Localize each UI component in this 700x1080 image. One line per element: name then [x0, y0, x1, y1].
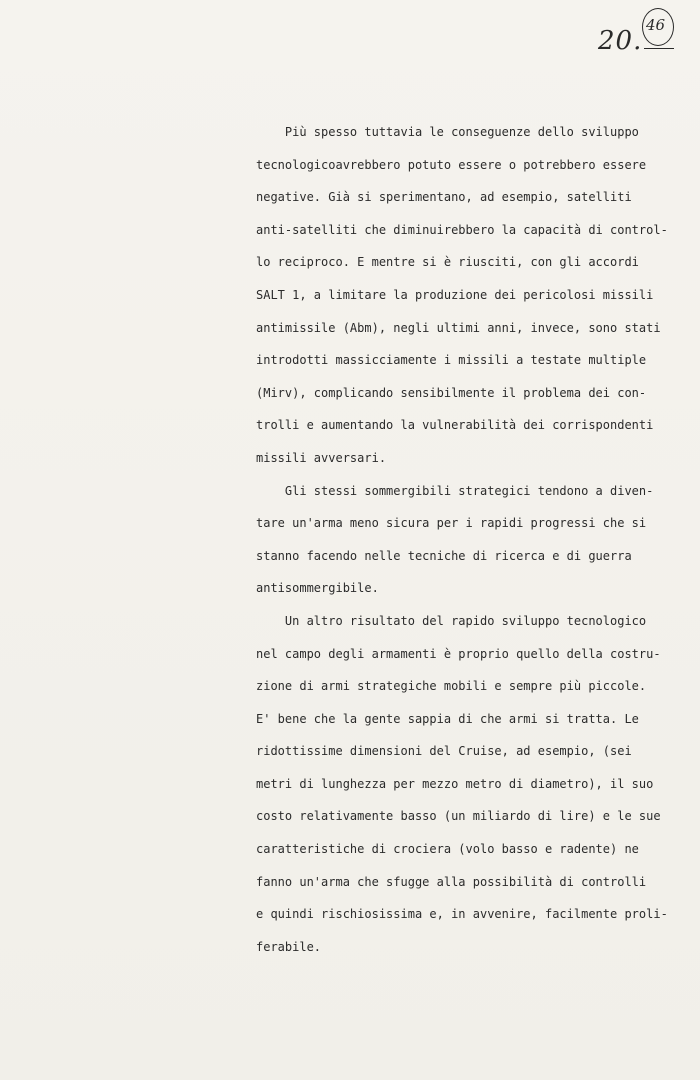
text-line: caratteristiche di crociera (volo basso e radente) ne: [256, 842, 639, 857]
paragraph: [256, 605, 668, 964]
text-line: costo relativamente basso (un miliardo di lire) e le sue: [256, 809, 661, 824]
text-line: introdotti massicciamente i missili a testate multiple: [256, 353, 647, 368]
text-line: antisommergibile.: [256, 581, 379, 596]
text-line: ridottissime dimensioni del Cruise, ad esempio, (sei: [256, 744, 632, 759]
text-line: SALT 1, a limitare la produzione dei pericolosi missili: [256, 287, 654, 302]
text-line: missili avversari.: [256, 450, 387, 465]
text-line: lo reciproco. E mentre si è riusciti, con gli accordi: [256, 255, 639, 270]
text-line: nel campo degli armamenti è proprio quello della costru-: [256, 646, 661, 661]
text-line: tecnologicoavrebbero potuto essere o potrebbero essere: [256, 157, 647, 172]
text-line: tare un'arma meno sicura per i rapidi progressi che si: [256, 516, 647, 531]
text-line: antimissile (Abm), negli ultimi anni, invece, sono stati: [256, 320, 661, 335]
text-line: Gli stessi sommergibili strategici tendono a diven-: [256, 483, 654, 498]
text-line: Un altro risultato del rapido sviluppo tecnologico: [256, 613, 647, 628]
text-line: ferabile.: [256, 939, 322, 954]
circled-number: 46: [646, 16, 666, 34]
page-number: 20.: [598, 26, 643, 56]
text-line: anti-satelliti che diminuirebbero la capacità di control-: [256, 222, 668, 237]
text-line: trolli e aumentando la vulnerabilità dei corrispondenti: [256, 418, 654, 433]
text-line: E' bene che la gente sappia di che armi si tratta. Le: [256, 711, 639, 726]
typewritten-text-body: [256, 116, 668, 963]
text-line: fanno un'arma che sfugge alla possibilità di controlli: [256, 874, 647, 889]
annotation-underline: [644, 48, 674, 49]
text-line: Più spesso tuttavia le conseguenze dello sviluppo: [256, 125, 639, 139]
text-line: negative. Già si sperimentano, ad esempio, satelliti: [256, 190, 632, 205]
text-line: zione di armi strategiche mobili e sempre più piccole.: [256, 679, 647, 694]
handwritten-page-annotation: [598, 4, 698, 84]
paragraph: [256, 475, 656, 605]
text-line: metri di lunghezza per mezzo metro di diametro), il suo: [256, 776, 654, 791]
text-line: (Mirv), complicando sensibilmente il problema dei con-: [256, 385, 647, 400]
text-line: e quindi rischiosissima e, in avvenire, facilmente proli-: [256, 907, 668, 922]
text-line: stanno facendo nelle tecniche di ricerca e di guerra: [256, 548, 632, 563]
paragraph: [256, 116, 668, 475]
